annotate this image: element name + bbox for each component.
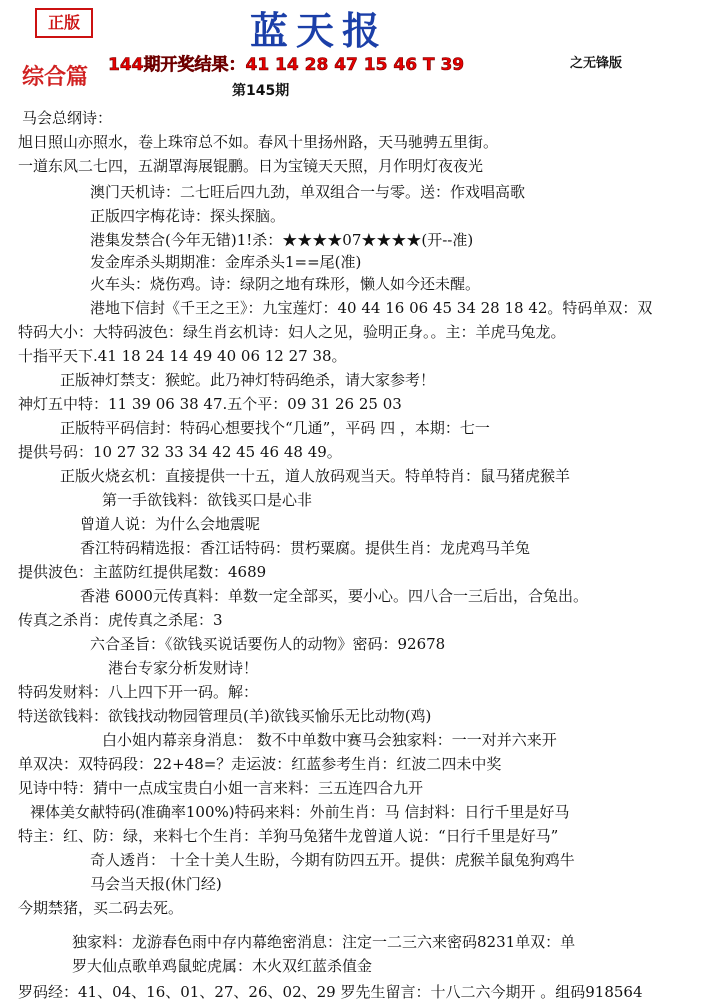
body-line: 罗大仙点歌单鸡鼠蛇虎属：木火双红蓝杀值金 [72,957,373,975]
body-line: 正版火烧玄机：直接提供一十五，道人放码观当天。特单特肖：鼠马猪虎猴羊 [60,467,571,485]
body-line: 马会总纲诗： [22,109,113,127]
body-line: 六合圣旨：《欲钱买说话要伤人的动物》密码：92678 [90,635,446,653]
body-line: 提供波色：主蓝防红提供尾数：4689 [18,563,267,581]
newspaper-title: 蓝天报 [250,9,389,53]
body-line: 见诗中特：猜中一点成宝贵白小姐一言来料：三五连四合九开 [18,779,424,797]
body-line: 发金库杀头期期准：金库杀头1==尾(准) [90,253,362,271]
body-line: 一道东风二七四，五湖罩海展锟鹏。日为宝镜天天照，月作明灯夜夜光 [18,157,484,175]
body-line: 正版神灯禁支：猴蛇。此乃神灯特码绝杀，请大家参考！ [60,371,436,389]
issue-number: 第145期 [232,83,290,99]
body-line: 港集发禁合(今年无错)1!杀：★★★★07★★★★(开--准) [90,231,474,249]
body-line: 火车头：烧伤鸡。诗：绿阴之地有珠形，懒人如今还未醒。 [90,275,481,293]
body-line: 提供号码：10 27 32 33 34 42 45 46 48 49。 [18,443,342,461]
body-line: 旭日照山亦照水，卷上珠帘总不如。春风十里扬州路，天马驰骋五里街。 [18,133,499,151]
body-line: 正版特平码信封：特码心想要找个“几通”，平码 四 ，本期：七一 [60,419,490,437]
body-line: 曾道人说：为什么会地震呢 [80,515,261,533]
body-line: 特码发财料：八上四下开一码。解： [18,683,259,701]
body-line: 特主：红、防：绿，来料七个生肖：羊狗马兔猪牛龙曾道人说：“日行千里是好马” [18,827,559,845]
body-line: 裸体美女献特码(准确率100%)特码来料：外前生肖：马 信封料：日行千里是好马 [30,803,570,821]
body-line: 澳门天机诗：二七旺后四九劲，单双组合一与零。送：作戏唱高歌 [90,183,526,201]
body-line: 神灯五中特：11 39 06 38 47.五个平：09 31 26 25 03 [18,395,402,413]
body-line: 港台专家分析发财诗！ [108,659,259,677]
draw-result: 144期开奖结果：41 14 28 47 15 46 T 39 [108,55,465,75]
body-line: 白小姐内幕亲身消息： 数不中单数中赛马会独家料：一一对并六来开 [102,731,557,749]
category-label: 综合篇 [22,65,89,90]
body-line: 单双决：双特码段：22+48=？走运波：红蓝参考生肖：红波二四未中奖 [18,755,502,773]
body-line: 独家料：龙游春色雨中存内幕绝密消息：注定一二三六来密码8231单双：单 [72,933,576,951]
edition-label: 之无锋版 [570,56,623,71]
body-line: 传真之杀肖：虎传真之杀尾：3 [18,611,223,629]
body-line: 奇人透肖： 十全十美人生盼，今期有防四五开。提供：虎猴羊鼠兔狗鸡牛 [90,851,575,869]
body-line: 正版四字梅花诗：探头探脑。 [90,207,286,225]
body-line: 今期禁猪，买二码去死。 [18,899,184,917]
body-line: 第一手欲钱料：欲钱买口是心非 [102,491,313,509]
edition-badge: 正版 [35,8,93,38]
body-line: 香港 6000元传真料：单数一定全部买，要小心。四八合一三后出，合兔出。 [80,587,588,605]
body-line: 罗码经：41、04、16、01、27、26、02、29 罗先生留言：十八二六今期开 。组码918564 [18,983,643,1001]
body-line: 特送欲钱料：欲钱找动物园管理员(羊)欲钱买愉乐无比动物(鸡) [18,707,432,725]
body-line: 香江特码精选报：香江话特码：贯朽粟腐。提供生肖：龙虎鸡马羊兔 [80,539,531,557]
body-line: 马会当天报(休门经) [90,875,222,893]
body-line: 港地下信封《千王之王》：九宝莲灯：40 44 16 06 45 34 28 18 42。特码单双：双 [90,299,653,317]
body-line: 十指平天下.41 18 24 14 49 40 06 12 27 38。 [18,347,347,365]
body-line: 特码大小：大特码波色：绿生肖玄机诗：妇人之见，验明正身。。主：羊虎马兔龙。 [18,323,566,341]
